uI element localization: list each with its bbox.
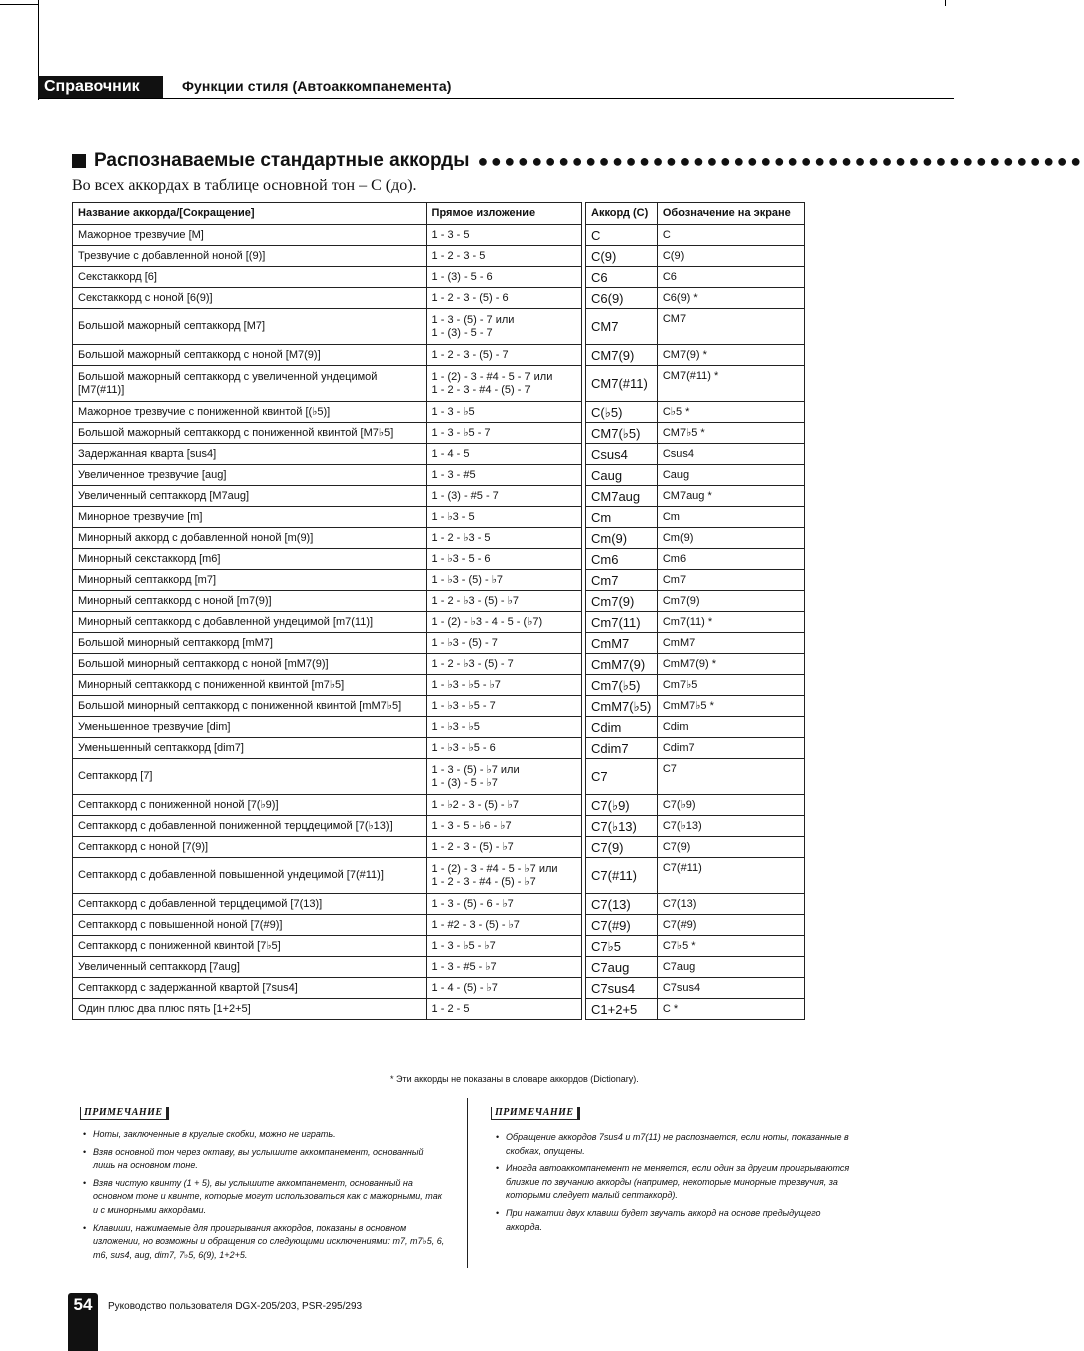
table-row xyxy=(586,570,805,591)
table-row xyxy=(586,915,805,936)
chord-symbol-cell: Caug xyxy=(586,465,658,486)
chord-name-cell: Большой мажорный септаккорд с пониженной квинтой [M7♭5] xyxy=(73,423,427,444)
table-row xyxy=(586,936,805,957)
chord-symbol-cell: CmM7(♭5) xyxy=(586,696,658,717)
chord-symbol-cell: C7aug xyxy=(586,957,658,978)
display-symbol-cell: C7(9) xyxy=(657,837,804,858)
display-symbol-cell: Cdim7 xyxy=(657,738,804,759)
chord-notes-cell: 1 - ♭3 - ♭5 - 7 xyxy=(426,696,581,717)
table-header-row xyxy=(586,203,805,225)
table-row xyxy=(73,570,582,591)
table-row xyxy=(586,675,805,696)
chord-name-cell: Трезвучие с добавленной ноной [(9)] xyxy=(73,246,427,267)
display-symbol-cell: CM7(#11) * xyxy=(657,366,804,402)
header-title: Функции стиля (Автоаккомпанемента) xyxy=(182,78,452,94)
table-row xyxy=(586,816,805,837)
table-row xyxy=(586,507,805,528)
chord-notes-cell: 1 - 2 - 3 - (5) - 7 xyxy=(426,345,581,366)
chord-name-cell: Большой мажорный септаккорд [M7] xyxy=(73,309,427,345)
display-symbol-cell: Cm6 xyxy=(657,549,804,570)
note-item: • Взяв чистую квинту (1 + 5), вы услышите аккомпанемент, основанный на основном тоне и квинте, которые могут использоваться как с мажорными, так и с минорными аккордами. xyxy=(83,1177,448,1218)
note-item: • Иногда автоаккомпанемент не меняется, если один за другим проигрываются близкие по звучанию аккорды (например, некоторые минорные трезвучия, за которыми следует малый септаккорд). xyxy=(496,1162,851,1203)
chord-name-cell: Септаккорд [7] xyxy=(73,759,427,795)
display-symbol-cell: CmM7♭5 * xyxy=(657,696,804,717)
display-symbol-cell: Cdim xyxy=(657,717,804,738)
chord-notes-cell: 1 - ♭3 - (5) - 7 xyxy=(426,633,581,654)
chord-name-cell: Большой мажорный септаккорд с ноной [M7(9)] xyxy=(73,345,427,366)
table-row xyxy=(73,465,582,486)
table-row xyxy=(73,795,582,816)
header-chord-name: Название аккорда/[Сокращение] xyxy=(73,203,427,225)
chord-name-cell: Секстаккорд с ноной [6(9)] xyxy=(73,288,427,309)
chord-symbol-cell: Cm7 xyxy=(586,570,658,591)
table-row xyxy=(73,612,582,633)
table-row xyxy=(586,633,805,654)
page-number: 54 xyxy=(68,1293,98,1317)
display-symbol-cell: CmM7 xyxy=(657,633,804,654)
table-row xyxy=(73,936,582,957)
table-row xyxy=(73,486,582,507)
table-row xyxy=(73,402,582,423)
display-symbol-cell: Cm xyxy=(657,507,804,528)
table-row xyxy=(586,402,805,423)
table-row xyxy=(73,507,582,528)
chord-symbol-cell: Csus4 xyxy=(586,444,658,465)
table-row xyxy=(73,894,582,915)
table-row xyxy=(586,696,805,717)
table-row xyxy=(586,444,805,465)
note-item: • Клавиши, нажимаемые для проигрывания аккордов, показаны в основном изложении, но возможны и обращения со следующими исключениями: m7, m7♭5, 6, m6, sus4, aug, dim7, 7♭5, 6(9), 1+2+5. xyxy=(83,1222,448,1263)
chord-notes-cell: 1 - 3 - ♭5 - ♭7 xyxy=(426,936,581,957)
chord-notes-cell: 1 - 2 - 3 - (5) - 6 xyxy=(426,288,581,309)
table-row xyxy=(73,225,582,246)
chord-symbol-cell: C7♭5 xyxy=(586,936,658,957)
note-tag-right: ПРИМЕЧАНИЕ xyxy=(491,1107,580,1120)
chord-symbol-cell: C(9) xyxy=(586,246,658,267)
chord-name-cell: Уменьшенное трезвучие [dim] xyxy=(73,717,427,738)
table-row xyxy=(586,591,805,612)
display-symbol-cell: C7 xyxy=(657,759,804,795)
table-row xyxy=(73,858,582,894)
table-header-row xyxy=(73,203,582,225)
table-row xyxy=(586,978,805,999)
chord-notes-cell: 1 - 2 - ♭3 - (5) - ♭7 xyxy=(426,591,581,612)
table-row xyxy=(586,465,805,486)
chord-notes-cell: 1 - ♭3 - 5 xyxy=(426,507,581,528)
chord-notes-cell: 1 - 4 - (5) - ♭7 xyxy=(426,978,581,999)
dot-leader: ●●●●●●●●●●●●●●●●●●●●●●●●●●●●●●●●●●●●●●●●●●●●● xyxy=(477,151,1084,171)
notes-right xyxy=(496,1131,851,1238)
chord-name-cell: Увеличенный септаккорд [M7aug] xyxy=(73,486,427,507)
chord-name-cell: Септаккорд с добавленной повышенной ундецимой [7(#11)] xyxy=(73,858,427,894)
chord-name-cell: Минорный септаккорд [m7] xyxy=(73,570,427,591)
table-row xyxy=(73,246,582,267)
display-symbol-cell: Cm7♭5 xyxy=(657,675,804,696)
chord-notes-cell: 1 - (2) - ♭3 - 4 - 5 - (♭7) xyxy=(426,612,581,633)
chord-name-cell: Минорный секстаккорд [m6] xyxy=(73,549,427,570)
chord-notes-cell: 1 - (3) - 5 - 6 xyxy=(426,267,581,288)
chord-notes-cell: 1 - 3 - #5 xyxy=(426,465,581,486)
table-row xyxy=(586,795,805,816)
chord-symbol-cell: CM7aug xyxy=(586,486,658,507)
table-row xyxy=(586,246,805,267)
chord-symbol-cell: C xyxy=(586,225,658,246)
chord-notes-cell: 1 - ♭3 - ♭5 - 6 xyxy=(426,738,581,759)
chord-notes-cell: 1 - ♭3 - 5 - 6 xyxy=(426,549,581,570)
display-symbol-cell: C7(13) xyxy=(657,894,804,915)
chord-symbol-cell: Cm(9) xyxy=(586,528,658,549)
note-tag-left: ПРИМЕЧАНИЕ xyxy=(80,1107,169,1120)
chord-symbol-cell: CM7(♭5) xyxy=(586,423,658,444)
chord-notes-cell: 1 - #2 - 3 - (5) - ♭7 xyxy=(426,915,581,936)
display-symbol-cell: C7(#9) xyxy=(657,915,804,936)
table-row xyxy=(73,696,582,717)
table-row xyxy=(586,894,805,915)
chord-notes-cell: 1 - 3 - 5 - ♭6 - ♭7 xyxy=(426,816,581,837)
display-symbol-cell: Cm7(9) xyxy=(657,591,804,612)
chord-notes-cell: 1 - 3 - (5) - 6 - ♭7 xyxy=(426,894,581,915)
display-symbol-cell: C7(#11) xyxy=(657,858,804,894)
chord-notes-cell: 1 - ♭2 - 3 - (5) - ♭7 xyxy=(426,795,581,816)
table-row xyxy=(586,267,805,288)
note-item: • Ноты, заключенные в круглые скобки, можно не играть. xyxy=(83,1128,448,1142)
chord-notes-cell: 1 - 4 - 5 xyxy=(426,444,581,465)
header-display: Обозначение на экране xyxy=(657,203,804,225)
section-title: Распознаваемые стандартные аккорды xyxy=(94,150,470,171)
crop-mark-horizontal xyxy=(0,4,38,5)
display-symbol-cell: CM7 xyxy=(657,309,804,345)
table-row xyxy=(586,759,805,795)
display-symbol-cell: C♭5 * xyxy=(657,402,804,423)
section-subtitle: Во всех аккордах в таблице основной тон – С (до). xyxy=(72,177,417,194)
chord-name-cell: Септаккорд с задержанной квартой [7sus4] xyxy=(73,978,427,999)
chord-name-cell: Минорный септаккорд с ноной [m7(9)] xyxy=(73,591,427,612)
chord-symbol-cell: C(♭5) xyxy=(586,402,658,423)
table-row xyxy=(73,423,582,444)
table-row xyxy=(73,816,582,837)
table-row xyxy=(586,528,805,549)
display-symbol-cell: Caug xyxy=(657,465,804,486)
chord-symbol-cell: C7sus4 xyxy=(586,978,658,999)
display-symbol-cell: C7aug xyxy=(657,957,804,978)
chord-notes-cell: 1 - (3) - #5 - 7 xyxy=(426,486,581,507)
table-row xyxy=(586,837,805,858)
chord-symbol-cell: C1+2+5 xyxy=(586,999,658,1020)
chord-name-cell: Минорное трезвучие [m] xyxy=(73,507,427,528)
chord-name-cell: Задержанная кварта [sus4] xyxy=(73,444,427,465)
square-bullet-icon xyxy=(72,154,86,168)
chord-name-cell: Минорный септаккорд с пониженной квинтой [m7♭5] xyxy=(73,675,427,696)
display-symbol-cell: C7(♭9) xyxy=(657,795,804,816)
display-symbol-cell: CM7(9) * xyxy=(657,345,804,366)
chord-name-cell: Секстаккорд [6] xyxy=(73,267,427,288)
table-row xyxy=(73,528,582,549)
display-symbol-cell: C7sus4 xyxy=(657,978,804,999)
table-row xyxy=(73,654,582,675)
chord-notes-cell: 1 - ♭3 - (5) - ♭7 xyxy=(426,570,581,591)
chord-symbol-cell: CmM7(9) xyxy=(586,654,658,675)
table-row xyxy=(586,423,805,444)
table-row xyxy=(73,675,582,696)
chord-name-cell: Увеличенное трезвучие [aug] xyxy=(73,465,427,486)
display-symbol-cell: CM7♭5 * xyxy=(657,423,804,444)
chord-name-cell: Септаккорд с добавленной пониженной терцдецимой [7(♭13)] xyxy=(73,816,427,837)
table-row xyxy=(586,309,805,345)
chord-name-cell: Септаккорд с повышенной ноной [7(#9)] xyxy=(73,915,427,936)
display-symbol-cell: C6(9) * xyxy=(657,288,804,309)
table-row xyxy=(73,288,582,309)
table-row xyxy=(586,345,805,366)
table-row xyxy=(586,612,805,633)
chord-name-cell: Септаккорд с добавленной терцдецимой [7(13)] xyxy=(73,894,427,915)
display-symbol-cell: CM7aug * xyxy=(657,486,804,507)
display-symbol-cell: Csus4 xyxy=(657,444,804,465)
chord-name-cell: Увеличенный септаккорд [7aug] xyxy=(73,957,427,978)
display-symbol-cell: Cm7 xyxy=(657,570,804,591)
chord-name-cell: Большой минорный септаккорд с ноной [mM7(9)] xyxy=(73,654,427,675)
chord-symbol-cell: CM7(9) xyxy=(586,345,658,366)
section-badge: Справочник xyxy=(38,76,163,98)
display-symbol-cell: CmM7(9) * xyxy=(657,654,804,675)
table-row xyxy=(73,999,582,1020)
table-row xyxy=(586,957,805,978)
table-row xyxy=(73,759,582,795)
notes-left xyxy=(83,1128,448,1266)
table-row xyxy=(586,738,805,759)
display-symbol-cell: C xyxy=(657,225,804,246)
chord-name-cell: Один плюс два плюс пять [1+2+5] xyxy=(73,999,427,1020)
chord-notes-cell: 1 - (2) - 3 - #4 - 5 - ♭7 или 1 - 2 - 3 - #4 - (5) - ♭7 xyxy=(426,858,581,894)
table-row xyxy=(73,309,582,345)
chord-symbol-cell: C7(♭9) xyxy=(586,795,658,816)
chord-symbol-cell: CmM7 xyxy=(586,633,658,654)
chord-symbol-cell: C7 xyxy=(586,759,658,795)
table-row xyxy=(73,591,582,612)
display-symbol-cell: Cm7(11) * xyxy=(657,612,804,633)
chord-symbol-cell: Cm7(♭5) xyxy=(586,675,658,696)
chord-table-right xyxy=(585,202,805,1020)
chord-symbol-cell: C7(#9) xyxy=(586,915,658,936)
chord-symbol-cell: C7(9) xyxy=(586,837,658,858)
chord-notes-cell: 1 - 2 - 3 - 5 xyxy=(426,246,581,267)
chord-notes-cell: 1 - 2 - ♭3 - 5 xyxy=(426,528,581,549)
page-tab xyxy=(68,1317,98,1351)
column-divider xyxy=(467,1098,468,1268)
chord-symbol-cell: Cdim xyxy=(586,717,658,738)
display-symbol-cell: C(9) xyxy=(657,246,804,267)
chord-symbol-cell: Cm xyxy=(586,507,658,528)
chord-notes-cell: 1 - 3 - #5 - ♭7 xyxy=(426,957,581,978)
table-row xyxy=(73,366,582,402)
chord-symbol-cell: C7(♭13) xyxy=(586,816,658,837)
chord-name-cell: Септаккорд с ноной [7(9)] xyxy=(73,837,427,858)
header-rule xyxy=(38,98,954,99)
crop-mark-top-right xyxy=(945,0,946,6)
note-item: • Взяв основной тон через октаву, вы услышите аккомпанемент, основанный лишь на основном тоне. xyxy=(83,1146,448,1173)
chord-notes-cell: 1 - (2) - 3 - #4 - 5 - 7 или 1 - 2 - 3 - #4 - (5) - 7 xyxy=(426,366,581,402)
table-row xyxy=(73,978,582,999)
footer-text: Руководство пользователя DGX-205/203, PSR-295/293 xyxy=(108,1301,363,1312)
chord-notes-cell: 1 - 2 - 3 - (5) - ♭7 xyxy=(426,837,581,858)
chord-name-cell: Минорный аккорд с добавленной ноной [m(9)] xyxy=(73,528,427,549)
chord-notes-cell: 1 - 3 - ♭5 xyxy=(426,402,581,423)
chord-symbol-cell: C6(9) xyxy=(586,288,658,309)
table-row xyxy=(73,957,582,978)
table-row xyxy=(73,549,582,570)
table-row xyxy=(586,654,805,675)
header-notes: Прямое изложение xyxy=(426,203,581,225)
display-symbol-cell: C7♭5 * xyxy=(657,936,804,957)
chord-symbol-cell: Cm7(9) xyxy=(586,591,658,612)
chord-symbol-cell: Cm7(11) xyxy=(586,612,658,633)
table-row xyxy=(73,444,582,465)
table-row xyxy=(73,717,582,738)
table-row xyxy=(73,837,582,858)
table-footnote: * Эти аккорды не показаны в словаре аккордов (Dictionary). xyxy=(390,1074,639,1084)
chord-name-cell: Септаккорд с пониженной ноной [7(♭9)] xyxy=(73,795,427,816)
table-row xyxy=(586,486,805,507)
chord-notes-cell: 1 - 3 - 5 xyxy=(426,225,581,246)
display-symbol-cell: C7(♭13) xyxy=(657,816,804,837)
chord-symbol-cell: C6 xyxy=(586,267,658,288)
table-row xyxy=(73,738,582,759)
chord-name-cell: Септаккорд с пониженной квинтой [7♭5] xyxy=(73,936,427,957)
header-chord-c: Аккорд (С) xyxy=(586,203,658,225)
chord-notes-cell: 1 - 3 - (5) - 7 или 1 - (3) - 5 - 7 xyxy=(426,309,581,345)
chord-table-left xyxy=(72,202,582,1020)
chord-notes-cell: 1 - 3 - (5) - ♭7 или 1 - (3) - 5 - ♭7 xyxy=(426,759,581,795)
chord-notes-cell: 1 - 3 - ♭5 - 7 xyxy=(426,423,581,444)
chord-name-cell: Мажорное трезвучие [M] xyxy=(73,225,427,246)
table-row xyxy=(73,915,582,936)
chord-notes-cell: 1 - 2 - ♭3 - (5) - 7 xyxy=(426,654,581,675)
table-row xyxy=(586,549,805,570)
chord-symbol-cell: C7(13) xyxy=(586,894,658,915)
chord-name-cell: Уменьшенный септаккорд [dim7] xyxy=(73,738,427,759)
display-symbol-cell: Cm(9) xyxy=(657,528,804,549)
chord-symbol-cell: CM7 xyxy=(586,309,658,345)
display-symbol-cell: C * xyxy=(657,999,804,1020)
chord-name-cell: Большой минорный септаккорд с пониженной квинтой [mM7♭5] xyxy=(73,696,427,717)
section-heading xyxy=(72,150,1084,172)
chord-notes-cell: 1 - ♭3 - ♭5 xyxy=(426,717,581,738)
chord-notes-cell: 1 - ♭3 - ♭5 - ♭7 xyxy=(426,675,581,696)
chord-symbol-cell: CM7(#11) xyxy=(586,366,658,402)
table-row xyxy=(586,717,805,738)
table-row xyxy=(586,999,805,1020)
chord-notes-cell: 1 - 2 - 5 xyxy=(426,999,581,1020)
table-row xyxy=(73,267,582,288)
table-row xyxy=(586,225,805,246)
table-row xyxy=(586,366,805,402)
chord-symbol-cell: Cm6 xyxy=(586,549,658,570)
table-row xyxy=(73,633,582,654)
chord-name-cell: Мажорное трезвучие с пониженной квинтой [(♭5)] xyxy=(73,402,427,423)
chord-symbol-cell: Cdim7 xyxy=(586,738,658,759)
display-symbol-cell: C6 xyxy=(657,267,804,288)
chord-symbol-cell: C7(#11) xyxy=(586,858,658,894)
note-item: • При нажатии двух клавиш будет звучать аккорд на основе предыдущего аккорда. xyxy=(496,1207,851,1234)
chord-name-cell: Большой мажорный септаккорд с увеличенной ундецимой [M7(#11)] xyxy=(73,366,427,402)
chord-name-cell: Большой минорный септаккорд [mM7] xyxy=(73,633,427,654)
table-row xyxy=(73,345,582,366)
table-row xyxy=(586,288,805,309)
table-row xyxy=(586,858,805,894)
note-item: • Обращение аккордов 7sus4 и m7(11) не распознается, если ноты, показанные в скобках, опущены. xyxy=(496,1131,851,1158)
chord-name-cell: Минорный септаккорд с добавленной ундецимой [m7(11)] xyxy=(73,612,427,633)
